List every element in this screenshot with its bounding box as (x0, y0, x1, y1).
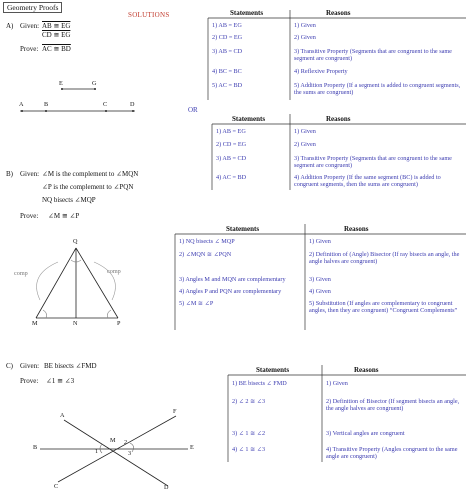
prove-c: ∠1 ≅ ∠3 (46, 377, 75, 385)
prove-label-b: Prove: (20, 212, 39, 220)
label-a: A (19, 101, 24, 108)
label-n: N (73, 320, 78, 327)
table-b-r2: 2) Definition of (Angle) Bisector (If ray bisects an angle, the angle halves are congruent) (309, 251, 460, 266)
table-b-s2: 2) ∠MQN ≅ ∠PQN (179, 251, 232, 258)
label-point-b: B (33, 444, 38, 451)
table-b-s4: 4) Angles P and PQN are complementary (179, 288, 282, 295)
table-b-r1: 1) Given (309, 238, 331, 245)
problem-c-label: C) (6, 362, 13, 370)
table-a1-head-statements: Statements (230, 9, 264, 17)
angle-2-label: 2 (124, 439, 128, 446)
solutions-label: SOLUTIONS (128, 11, 170, 19)
table-c-s1: 1) BE bisects ∠ FMD (232, 380, 287, 387)
table-b-r4: 4) Given (309, 288, 331, 295)
given-label-c: Given: (20, 362, 40, 370)
label-d: D (130, 101, 135, 108)
table-a2-r1: 1) Given (294, 128, 316, 135)
table-b-head-reasons: Reasons (344, 225, 369, 233)
table-a2-s3: 3) AB = CD (216, 155, 247, 162)
given-label-b: Given: (20, 170, 40, 178)
given-label-a: Given: (20, 22, 40, 30)
label-point-a: A (60, 412, 65, 419)
table-c-r2: 2) Definition of Bisector (If segment bisects an angle, the angle halves are congruent) (326, 398, 460, 413)
given-b-3: NQ bisects ∠MQP (42, 196, 96, 204)
intersecting-lines (40, 416, 188, 486)
table-c-s4: 4) ∠ 1 ≅ ∠3 (232, 446, 266, 453)
table-a1-s5: 5) AC = BD (212, 82, 243, 89)
table-a1-head-reasons: Reasons (326, 9, 351, 17)
table-b-r3: 3) Given (309, 276, 331, 283)
comp-label-right: comp (107, 268, 121, 275)
label-point-e: E (190, 444, 194, 451)
triangle-mqp (36, 248, 118, 318)
table-a1-r1: 1) Given (294, 22, 316, 29)
comp-label-left: comp (14, 270, 28, 277)
table-a2-s1: 1) AB = EG (216, 128, 246, 135)
table-a1-s3: 3) AB = CD (212, 48, 243, 55)
table-a2-r3: 3) Transitive Property (Segments that are congruent to the same segment are congruent) (294, 155, 452, 170)
point-g (94, 88, 96, 90)
or-label: OR (188, 106, 198, 114)
table-c-head-reasons: Reasons (354, 366, 379, 374)
label-m: M (32, 320, 38, 327)
table-b-r5: 5) Substitution (If angles are complementary to congruent angles, then they are congruent) “Congruent Complements” (309, 300, 458, 315)
table-c-r1: 1) Given (326, 380, 348, 387)
table-a2-head-statements: Statements (232, 115, 266, 123)
label-g: G (92, 80, 97, 87)
prove-b: ∠M ≅ ∠P (48, 212, 80, 220)
table-b-head-statements: Statements (226, 225, 260, 233)
label-e: E (59, 80, 63, 87)
given-c: BE bisects ∠FMD (44, 362, 97, 370)
prove-a: AC ≅ BD (42, 45, 71, 53)
point-e (61, 88, 63, 90)
label-p: P (117, 320, 121, 327)
table-a1-s2: 2) CD = EG (212, 34, 243, 41)
table-a1-r5: 5) Addition Property (If a segment is added to congruent segments, the sums are congruent) (294, 82, 461, 97)
given-b-1: ∠M is the complement to ∠MQN (42, 170, 139, 178)
table-b-s1: 1) NQ bisects ∠ MQP (179, 238, 235, 245)
table-a2-s2: 2) CD = EG (216, 141, 247, 148)
given-a-2: CD ≅ EG (42, 31, 71, 39)
table-c-r4: 4) Transitive Property (Angles congruent to the same angle are congruent) (326, 446, 458, 461)
problem-b-label: B) (6, 170, 13, 178)
given-a-1: AB ≅ EG (42, 22, 71, 30)
table-a2-r2: 2) Given (294, 141, 316, 148)
prove-label-a: Prove: (20, 45, 39, 53)
table-c-head-statements: Statements (256, 366, 290, 374)
table-a1-s4: 4) BC = BC (212, 68, 242, 75)
given-b-2: ∠P is the complement to ∠PQN (42, 183, 134, 191)
angle-1-label: 1 (95, 448, 99, 455)
label-c: C (103, 101, 108, 108)
table-b-s5: 5) ∠M ≅ ∠P (179, 300, 214, 307)
table-c-r3: 3) Vertical angles are congruent (326, 430, 405, 437)
table-a1-r2: 2) Given (294, 34, 316, 41)
table-a1-r4: 4) Reflexive Property (294, 68, 348, 75)
label-point-c: C (54, 483, 59, 490)
page-title: Geometry Proofs (3, 2, 62, 13)
table-a1-s1: 1) AB = EG (212, 22, 242, 29)
table-a2-r4: 4) Addition Property (If the same segment (BC) is added to congruent segments, then the sums are congruent) (294, 174, 441, 189)
label-point-m: M (110, 437, 116, 444)
label-point-f: F (173, 408, 177, 415)
prove-label-c: Prove: (20, 377, 39, 385)
label-b: B (44, 101, 49, 108)
table-a1-r3: 3) Transitive Property (Segments that are congruent to the same segment are congruent) (294, 48, 452, 63)
table-b-s3: 3) Angles M and MQN are complementary (179, 276, 286, 283)
table-c-s3: 3) ∠ 1 ≅ ∠2 (232, 430, 266, 437)
table-a2-head-reasons: Reasons (326, 115, 351, 123)
table-c-s2: 2) ∠ 2 ≅ ∠3 (232, 398, 266, 405)
problem-a-label: A) (6, 22, 14, 30)
table-a2-s4: 4) AC = BD (216, 174, 247, 181)
label-q: Q (73, 238, 78, 245)
label-point-d: D (164, 484, 169, 491)
angle-3-label: 3 (128, 450, 132, 457)
